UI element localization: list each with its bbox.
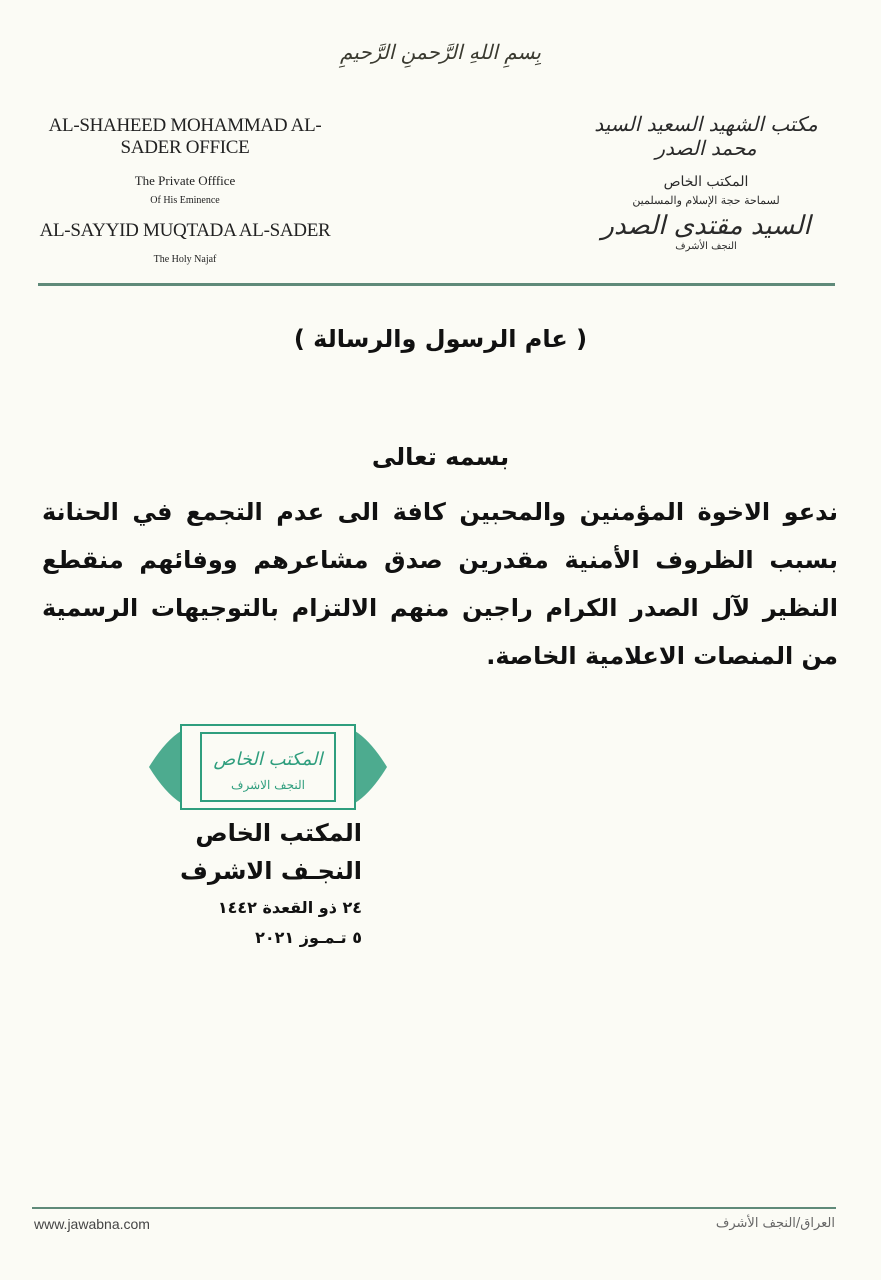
english-private-office: The Private Offfice	[134, 173, 236, 188]
english-office-name: AL-SHAHEED MOHAMMAD AL-SADER OFFICE	[48, 115, 322, 158]
stamp-left-ornament	[149, 731, 181, 803]
arabic-office-name: مكتب الشهيد السعيد السيد محمد الصدر	[594, 112, 818, 160]
arabic-private-office: المكتب الخاص	[663, 174, 749, 190]
bismihi-heading: بسمه تعالى	[371, 443, 510, 471]
signature-city: النجـف الاشرف	[180, 857, 362, 885]
footer-url: www.jawabna.com	[34, 1216, 150, 1232]
footer-location: العراق/النجف الأشرف	[715, 1216, 835, 1231]
hijri-date: ٢٤ ذو القعدة ١٤٤٢	[217, 898, 362, 917]
english-city: The Holy Najaf	[153, 254, 217, 265]
english-of-his-eminence: Of His Eminence	[150, 195, 220, 206]
english-sayyid-name: AL-SAYYID MUQTADA AL-SADER	[39, 220, 331, 241]
footer-divider	[32, 1207, 836, 1209]
letter-body: ندعو الاخوة المؤمنين والمحبين كافة الى عدم التجمع في الحنانة بسبب الظروف الأمنية مقدرين صدق مشاعرهم ووفائهم منقطع النظير لآل الصدر الكرام راجين منهم الالتزام بالتوجيهات الرسمية من المنصات الاعلامية الخاصة.	[42, 498, 838, 670]
arabic-for-eminence: لسماحة حجة الإسلام والمسلمين	[632, 194, 780, 207]
office-stamp	[143, 719, 393, 815]
english-letterhead	[30, 115, 340, 265]
arabic-letterhead	[571, 112, 841, 252]
stamp-right-dot	[340, 762, 350, 772]
arabic-sayyid-name: السيد مقتدى الصدر	[601, 211, 811, 241]
stamp-line1: المكتب الخاص	[213, 749, 323, 770]
stamp-line2: النجف الاشرف	[231, 778, 305, 792]
stamp-left-dot	[186, 762, 196, 772]
basmala: بِسمِ اللهِ الرَّحمنِ الرَّحيمِ	[339, 40, 541, 64]
gregorian-date: ٥ تـمـوز ٢٠٢١	[255, 928, 362, 947]
signature-office: المكتب الخاص	[195, 819, 362, 847]
signature-block	[150, 815, 362, 953]
header-divider	[38, 283, 835, 286]
arabic-city: النجف الأشرف	[675, 241, 737, 252]
year-title: ( عام الرسول والرسالة )	[293, 325, 588, 353]
stamp-right-ornament	[355, 731, 387, 803]
